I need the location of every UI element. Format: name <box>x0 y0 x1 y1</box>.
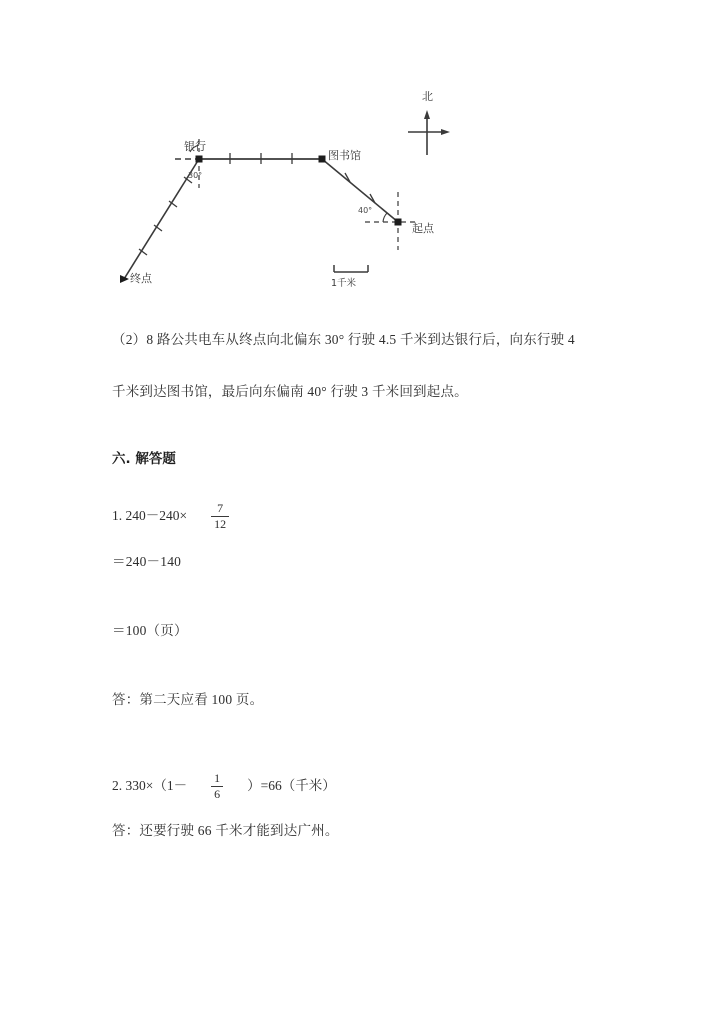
node-marker-bank <box>196 156 203 163</box>
fraction-denominator: 6 <box>211 786 223 801</box>
scale-bar-label: 1千米 <box>331 278 357 289</box>
node-label-bank: 银行 <box>184 140 206 153</box>
problem-1-step-1: ＝240－140 <box>112 554 182 569</box>
fraction-numerator: 1 <box>214 771 221 785</box>
compass-rose <box>408 115 446 155</box>
question-2-line-2: 千米到达图书馆，最后向东偏南 40° 行驶 3 千米回到起点。 <box>112 384 468 399</box>
node-label-start: 起点 <box>412 222 434 235</box>
fraction-denominator: 12 <box>211 516 229 531</box>
angle-label-40: 40° <box>358 206 373 215</box>
problem-2-tail: ）=66（千米） <box>247 778 336 794</box>
section-heading-six: 六. 解答题 <box>112 451 176 467</box>
compass-east-arrowhead <box>441 129 450 135</box>
node-marker-library <box>319 156 326 163</box>
problem-2-expression <box>112 772 336 800</box>
question-2-line-1: （2）8 路公共电车从终点向北偏东 30° 行驶 4.5 千米到达银行后，向东行驶 4 <box>112 332 575 347</box>
fraction-7-12 <box>211 502 229 530</box>
node-marker-start <box>395 219 402 226</box>
route-diagram-svg <box>100 60 620 310</box>
problem-1-expression <box>112 502 235 530</box>
problem-2-lead: 2. 330×（1－ <box>112 778 188 794</box>
angle-label-30: 30° <box>188 171 203 180</box>
problem-1-step-2: ＝100（页） <box>112 623 188 638</box>
angle-arc-40 <box>383 213 387 222</box>
fraction-1-6 <box>211 772 223 800</box>
node-marker-end <box>120 275 129 283</box>
fraction-numerator: 7 <box>217 501 224 515</box>
problem-1-lead: 1. 240－240× <box>112 508 188 524</box>
node-label-library: 图书馆 <box>328 149 361 162</box>
problem-2-answer: 答：还要行驶 66 千米才能到达广州。 <box>112 823 339 838</box>
problem-1-answer: 答：第二天应看 100 页。 <box>112 692 264 707</box>
scale-bar <box>334 265 368 272</box>
route-diagram <box>100 60 620 310</box>
node-label-end: 终点 <box>130 272 152 285</box>
compass-north-label: 北 <box>422 90 433 103</box>
compass-north-arrowhead <box>424 110 430 119</box>
